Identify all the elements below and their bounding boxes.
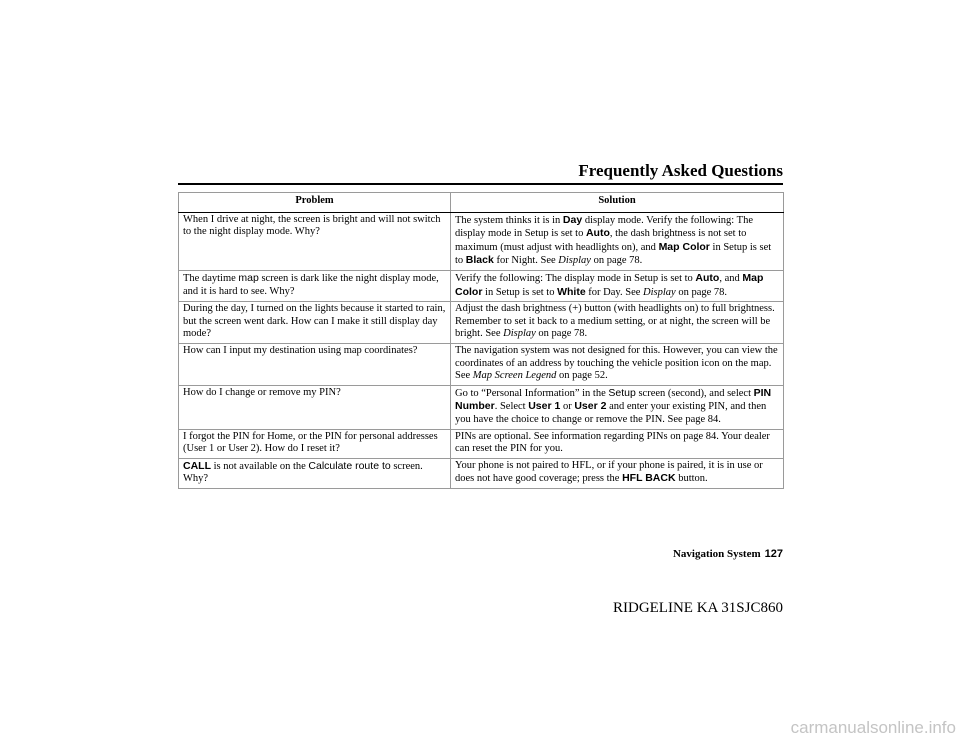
setting-keyword: Auto: [585, 227, 610, 240]
cell-text: When I drive at night, the screen is bright and will not switch to the night display mode. Why?: [183, 213, 441, 238]
cell-text: on page 78.: [590, 255, 643, 267]
setting-keyword: Black: [465, 254, 494, 267]
section-reference: Display: [503, 328, 536, 340]
solution-cell: [451, 343, 784, 385]
table-header-row: [179, 193, 784, 213]
setting-keyword: Map Color: [455, 271, 764, 298]
setting-keyword: User 1: [528, 400, 561, 413]
cell-text: for Night. See: [493, 255, 559, 267]
page-footer: [500, 548, 783, 560]
table-row: [179, 270, 784, 301]
cell-text: During the day, I turned on the lights because it started to rain, but the screen went dark. How can I make it still display day mode?: [183, 303, 446, 340]
table-row: [179, 429, 784, 458]
table-row: [179, 458, 784, 488]
screen-label: Calculate route to: [308, 459, 391, 472]
setting-keyword: Day: [562, 213, 583, 226]
cell-text: is not available on the: [211, 460, 309, 472]
cell-text: display mode. Verify the following: The display mode in Setup is set to: [455, 214, 753, 240]
cell-text: The system thinks it is in: [455, 214, 563, 226]
solution-cell: [451, 212, 784, 270]
cell-text: PINs are optional. See information regarding PINs on page 84. Your dealer can reset the PIN for you.: [455, 430, 770, 455]
cell-text: Your phone is not paired to HFL, or if your phone is paired, it is in use or does not have good coverage; press the: [455, 459, 763, 485]
solution-cell: [451, 429, 784, 458]
solution-cell: [451, 302, 784, 344]
table-row: [179, 302, 784, 344]
page-number: 127: [764, 548, 783, 560]
cell-text: in Setup is set to: [482, 286, 558, 298]
cell-text: Adjust the dash brightness (+) button (with headlights on) to full brightness. Remember to set it back to a medium setting, or at night, the screen will be bright. See: [455, 303, 775, 340]
cell-text: The navigation system was not designed for this. However, you can view the coordinates of an address by touching the vehicle position icon on the map. See: [455, 344, 778, 382]
screen-label: map: [238, 271, 259, 284]
section-reference: Display: [643, 286, 676, 298]
cell-text: on page 78.: [675, 286, 728, 298]
table-row: [179, 343, 784, 385]
cell-text: screen (second), and select: [635, 387, 754, 399]
solution-cell: [451, 458, 784, 488]
solution-cell: [451, 385, 784, 429]
cell-text: I forgot the PIN for Home, or the PIN for personal addresses (User 1 or User 2). How do I reset it?: [183, 430, 438, 455]
problem-cell: [179, 385, 451, 429]
watermark-link[interactable]: carmanualsonline.info: [790, 718, 956, 737]
cell-text: How can I input my destination using map coordinates?: [183, 344, 418, 356]
cell-text: . Select: [494, 401, 529, 413]
setting-keyword: PIN Number: [455, 386, 772, 413]
cell-text: Go to “Personal Information” in the: [455, 387, 609, 399]
problem-cell: [179, 302, 451, 344]
problem-cell: [179, 458, 451, 488]
column-header-problem: Problem: [179, 193, 451, 213]
section-reference: Display: [558, 255, 591, 267]
cell-text: button.: [675, 473, 708, 485]
setting-keyword: Auto: [695, 271, 720, 284]
cell-text: in Setup is set to: [455, 241, 772, 267]
cell-text: screen. Why?: [183, 460, 423, 485]
table-row: [179, 385, 784, 429]
setting-keyword: HFL BACK: [622, 472, 676, 485]
setting-keyword: User 2: [574, 400, 607, 413]
cell-text: How do I change or remove my PIN?: [183, 386, 341, 398]
title-rule: [178, 183, 783, 185]
faq-table: [178, 192, 784, 489]
section-reference: Map Screen Legend: [472, 370, 557, 382]
cell-text: or: [560, 401, 575, 413]
setting-keyword: CALL: [183, 459, 211, 472]
screen-label: Setup: [608, 386, 636, 399]
cell-text: Verify the following: The display mode in Setup is set to: [455, 272, 696, 284]
cell-text: , the dash brightness is not set to maximum (must adjust with headlights on), and: [455, 228, 747, 253]
cell-text: screen is dark like the night display mode, and it is hard to see. Why?: [183, 272, 439, 297]
faq-table-body: [179, 212, 784, 488]
solution-cell: [451, 270, 784, 301]
table-row: [179, 212, 784, 270]
cell-text: and enter your existing PIN, and then you have the choice to change or remove the PIN. See page 84.: [455, 401, 767, 425]
page-title: Frequently Asked Questions: [578, 161, 783, 180]
column-header-solution: Solution: [451, 193, 784, 213]
cell-text: , and: [719, 272, 743, 284]
cell-text: for Day. See: [585, 286, 644, 298]
problem-cell: [179, 212, 451, 270]
setting-keyword: White: [557, 285, 586, 298]
cell-text: on page 52.: [556, 370, 608, 382]
cell-text: on page 78.: [535, 328, 588, 340]
problem-cell: [179, 270, 451, 301]
footer-section-label: Navigation System: [672, 548, 761, 560]
setting-keyword: Map Color: [658, 240, 710, 253]
problem-cell: [179, 429, 451, 458]
cell-text: The daytime: [183, 272, 239, 284]
problem-cell: [179, 343, 451, 385]
model-code: RIDGELINE KA 31SJC860: [612, 600, 783, 616]
